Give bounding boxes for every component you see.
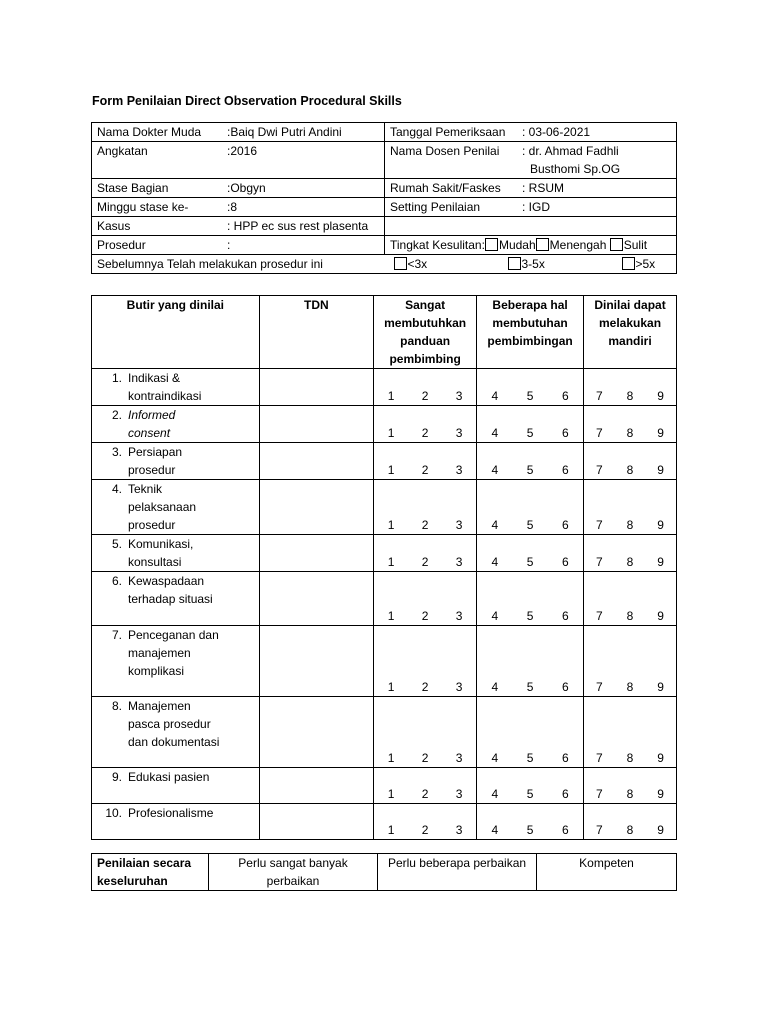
item-cell bbox=[92, 535, 260, 572]
info-row bbox=[92, 142, 677, 179]
score-option[interactable]: 6 bbox=[548, 626, 584, 697]
score-option[interactable]: 4 bbox=[477, 535, 513, 572]
score-option[interactable]: 8 bbox=[615, 804, 646, 840]
score-option[interactable]: 8 bbox=[615, 768, 646, 804]
angkatan-label: Angkatan bbox=[92, 142, 223, 179]
score-option[interactable]: 8 bbox=[615, 535, 646, 572]
checkbox-freq-more5[interactable] bbox=[622, 257, 635, 270]
checkbox-sulit[interactable] bbox=[610, 238, 623, 251]
item-label: Teknik pelaksanaan prosedur bbox=[128, 482, 197, 532]
score-option[interactable]: 1 bbox=[374, 406, 409, 443]
score-option[interactable]: 5 bbox=[513, 768, 548, 804]
item-cell bbox=[92, 369, 260, 406]
score-option[interactable]: 5 bbox=[513, 480, 548, 535]
tdn-cell[interactable] bbox=[259, 369, 373, 406]
item-label: Komunikasi, konsultasi bbox=[128, 537, 194, 569]
score-option[interactable]: 3 bbox=[442, 406, 477, 443]
item-number: 5. bbox=[111, 537, 122, 551]
overall-opt-kompeten[interactable]: Kompeten bbox=[537, 854, 677, 891]
score-option[interactable]: 3 bbox=[442, 535, 477, 572]
score-option[interactable]: 9 bbox=[645, 369, 676, 406]
kasus-label: Kasus bbox=[92, 217, 223, 236]
score-option[interactable]: 1 bbox=[374, 443, 409, 480]
tdn-cell[interactable] bbox=[259, 480, 373, 535]
tdn-cell[interactable] bbox=[259, 626, 373, 697]
tdn-cell[interactable] bbox=[259, 535, 373, 572]
info-row bbox=[92, 217, 677, 236]
score-option[interactable]: 5 bbox=[513, 443, 548, 480]
item-label: Informed consent bbox=[128, 408, 176, 440]
header-butir: Butir yang dinilai bbox=[92, 296, 260, 369]
nama-dokter-value[interactable]: :Baiq Dwi Putri Andini bbox=[222, 123, 385, 142]
form-title: Form Penilaian Direct Observation Procedural Skills bbox=[92, 94, 402, 108]
score-option[interactable]: 4 bbox=[477, 443, 513, 480]
minggu-label: Minggu stase ke- bbox=[92, 198, 223, 217]
table-row bbox=[92, 480, 677, 535]
item-number: 3. bbox=[111, 445, 122, 459]
table-row bbox=[92, 406, 677, 443]
info-row bbox=[92, 198, 677, 217]
sebelumnya-label: Sebelumnya Telah melakukan prosedur ini bbox=[92, 255, 385, 274]
score-option[interactable]: 1 bbox=[374, 768, 409, 804]
item-cell bbox=[92, 697, 260, 768]
kasus-value[interactable]: : HPP ec sus rest plasenta bbox=[222, 217, 385, 236]
kesulitan-label: Tingkat Kesulitan: bbox=[390, 238, 485, 252]
stase-value[interactable]: :Obgyn bbox=[222, 179, 385, 198]
item-number: 6. bbox=[111, 574, 122, 588]
score-option[interactable]: 7 bbox=[584, 626, 615, 697]
table-row bbox=[92, 804, 677, 840]
nama-dokter-label: Nama Dokter Muda bbox=[92, 123, 223, 142]
score-option[interactable]: 9 bbox=[645, 535, 676, 572]
score-option[interactable]: 2 bbox=[408, 572, 442, 626]
score-option[interactable]: 1 bbox=[374, 480, 409, 535]
item-number: 1. bbox=[111, 371, 122, 385]
score-option[interactable]: 7 bbox=[584, 535, 615, 572]
score-option[interactable]: 3 bbox=[442, 480, 477, 535]
item-number: 9. bbox=[111, 770, 122, 784]
score-option[interactable]: 2 bbox=[408, 535, 442, 572]
score-option[interactable]: 3 bbox=[442, 626, 477, 697]
item-number: 4. bbox=[111, 482, 122, 496]
item-cell bbox=[92, 480, 260, 535]
score-option[interactable]: 9 bbox=[645, 572, 676, 626]
scores-body bbox=[92, 369, 677, 840]
freq-less3-label: <3x bbox=[407, 257, 428, 271]
score-option[interactable]: 9 bbox=[645, 697, 676, 768]
info-row bbox=[92, 123, 677, 142]
score-option[interactable]: 8 bbox=[615, 406, 646, 443]
tdn-cell[interactable] bbox=[259, 406, 373, 443]
score-option[interactable]: 9 bbox=[645, 768, 676, 804]
table-row bbox=[92, 369, 677, 406]
freq-more5-label: >5x bbox=[635, 257, 656, 271]
item-label: Edukasi pasien bbox=[128, 770, 210, 784]
table-row bbox=[92, 443, 677, 480]
table-row bbox=[92, 768, 677, 804]
score-option[interactable]: 1 bbox=[374, 535, 409, 572]
score-option[interactable]: 2 bbox=[408, 804, 442, 840]
score-option[interactable]: 8 bbox=[615, 697, 646, 768]
info-row bbox=[92, 255, 677, 274]
score-option[interactable]: 7 bbox=[584, 697, 615, 768]
score-option[interactable]: 6 bbox=[548, 535, 584, 572]
info-row bbox=[92, 179, 677, 198]
checkbox-menengah[interactable] bbox=[536, 238, 549, 251]
item-number: 10. bbox=[105, 806, 122, 820]
score-option[interactable]: 6 bbox=[548, 697, 584, 768]
prosedur-label: Prosedur bbox=[92, 236, 223, 255]
kesulitan-mudah-label: Mudah bbox=[498, 238, 536, 252]
score-option[interactable]: 6 bbox=[548, 406, 584, 443]
score-option[interactable]: 8 bbox=[615, 626, 646, 697]
tdn-cell[interactable] bbox=[259, 572, 373, 626]
score-option[interactable]: 4 bbox=[477, 697, 513, 768]
score-option[interactable]: 6 bbox=[548, 480, 584, 535]
table-row bbox=[92, 535, 677, 572]
tdn-cell[interactable] bbox=[259, 804, 373, 840]
score-option[interactable]: 8 bbox=[615, 369, 646, 406]
overall-opt-sangat-banyak[interactable]: Perlu sangat banyak perbaikan bbox=[209, 854, 378, 891]
score-option[interactable]: 1 bbox=[374, 369, 409, 406]
item-cell bbox=[92, 572, 260, 626]
tanggal-label: Tanggal Pemeriksaan bbox=[385, 123, 518, 142]
kasus-empty-cell bbox=[385, 217, 677, 236]
item-label: Indikasi & kontraindikasi bbox=[128, 371, 202, 403]
score-option[interactable]: 4 bbox=[477, 406, 513, 443]
table-row bbox=[92, 697, 677, 768]
score-option[interactable]: 2 bbox=[408, 768, 442, 804]
score-option[interactable]: 5 bbox=[513, 626, 548, 697]
table-row bbox=[92, 626, 677, 697]
score-option[interactable]: 8 bbox=[615, 480, 646, 535]
item-cell bbox=[92, 768, 260, 804]
score-option[interactable]: 7 bbox=[584, 572, 615, 626]
info-table bbox=[91, 122, 677, 274]
score-option[interactable]: 1 bbox=[374, 804, 409, 840]
item-number: 2. bbox=[111, 408, 122, 422]
score-option[interactable]: 6 bbox=[548, 804, 584, 840]
overall-row bbox=[92, 854, 677, 891]
kesulitan-cell bbox=[385, 236, 677, 255]
overall-label: Penilaian secara keseluruhan bbox=[92, 854, 209, 891]
score-option[interactable]: 7 bbox=[584, 406, 615, 443]
item-label: Kewaspadaan terhadap situasi bbox=[128, 574, 213, 606]
checkbox-freq-3to5[interactable] bbox=[508, 257, 521, 270]
item-cell bbox=[92, 626, 260, 697]
score-option[interactable]: 8 bbox=[615, 572, 646, 626]
score-option[interactable]: 9 bbox=[645, 626, 676, 697]
stase-label: Stase Bagian bbox=[92, 179, 223, 198]
checkbox-mudah[interactable] bbox=[485, 238, 498, 251]
dosen-label: Nama Dosen Penilai bbox=[385, 142, 518, 179]
scores-table bbox=[91, 295, 677, 840]
score-option[interactable]: 3 bbox=[442, 804, 477, 840]
score-option[interactable]: 3 bbox=[442, 369, 477, 406]
item-cell bbox=[92, 443, 260, 480]
score-option[interactable]: 2 bbox=[408, 480, 442, 535]
prosedur-value[interactable]: : bbox=[222, 236, 385, 255]
item-cell bbox=[92, 804, 260, 840]
kesulitan-menengah-label: Menengah bbox=[549, 238, 607, 252]
score-option[interactable]: 7 bbox=[584, 369, 615, 406]
score-option[interactable]: 3 bbox=[442, 572, 477, 626]
dosen-value[interactable] bbox=[517, 142, 677, 179]
header-mandiri: Dinilai dapat melakukan mandiri bbox=[584, 296, 677, 369]
score-option[interactable]: 4 bbox=[477, 572, 513, 626]
score-option[interactable]: 4 bbox=[477, 369, 513, 406]
rs-value[interactable]: : RSUM bbox=[517, 179, 677, 198]
scores-header-row bbox=[92, 296, 677, 369]
score-option[interactable]: 5 bbox=[513, 572, 548, 626]
score-option[interactable]: 3 bbox=[442, 768, 477, 804]
table-row bbox=[92, 572, 677, 626]
header-beberapa: Beberapa hal membutuhan pembimbingan bbox=[477, 296, 584, 369]
item-label: Profesionalisme bbox=[128, 806, 214, 820]
setting-label: Setting Penilaian bbox=[385, 198, 518, 217]
score-option[interactable]: 8 bbox=[615, 443, 646, 480]
score-option[interactable]: 2 bbox=[408, 443, 442, 480]
score-option[interactable]: 5 bbox=[513, 804, 548, 840]
score-option[interactable]: 3 bbox=[442, 697, 477, 768]
score-option[interactable]: 2 bbox=[408, 626, 442, 697]
score-option[interactable]: 6 bbox=[548, 572, 584, 626]
score-option[interactable]: 5 bbox=[513, 697, 548, 768]
score-option[interactable]: 7 bbox=[584, 804, 615, 840]
score-option[interactable]: 1 bbox=[374, 626, 409, 697]
header-sangat: Sangat membutuhkan panduan pembimbing bbox=[374, 296, 477, 369]
score-option[interactable]: 1 bbox=[374, 697, 409, 768]
score-option[interactable]: 2 bbox=[408, 697, 442, 768]
score-option[interactable]: 4 bbox=[477, 804, 513, 840]
item-label: Manajemen pasca prosedur dan dokumentasi bbox=[128, 699, 220, 749]
tdn-cell[interactable] bbox=[259, 697, 373, 768]
score-option[interactable]: 2 bbox=[408, 406, 442, 443]
score-option[interactable]: 5 bbox=[513, 406, 548, 443]
score-option[interactable]: 7 bbox=[584, 768, 615, 804]
item-label: Persiapan prosedur bbox=[128, 445, 183, 477]
item-number: 7. bbox=[111, 628, 122, 642]
score-option[interactable]: 9 bbox=[645, 480, 676, 535]
score-option[interactable]: 4 bbox=[477, 626, 513, 697]
tdn-cell[interactable] bbox=[259, 443, 373, 480]
item-number: 8. bbox=[111, 699, 122, 713]
tdn-cell[interactable] bbox=[259, 768, 373, 804]
score-option[interactable]: 4 bbox=[477, 480, 513, 535]
score-option[interactable]: 6 bbox=[548, 369, 584, 406]
tanggal-value[interactable]: : 03-06-2021 bbox=[517, 123, 677, 142]
score-option[interactable]: 5 bbox=[513, 369, 548, 406]
score-option[interactable]: 9 bbox=[645, 406, 676, 443]
score-option[interactable]: 1 bbox=[374, 572, 409, 626]
score-option[interactable]: 2 bbox=[408, 369, 442, 406]
minggu-value[interactable]: :8 bbox=[222, 198, 385, 217]
info-row bbox=[92, 236, 677, 255]
score-option[interactable]: 6 bbox=[548, 768, 584, 804]
score-option[interactable]: 7 bbox=[584, 443, 615, 480]
overall-opt-beberapa[interactable]: Perlu beberapa perbaikan bbox=[378, 854, 537, 891]
header-tdn: TDN bbox=[259, 296, 373, 369]
freq-3to5-label: 3-5x bbox=[521, 257, 545, 271]
score-option[interactable]: 3 bbox=[442, 443, 477, 480]
kesulitan-sulit-label: Sulit bbox=[623, 238, 648, 252]
item-label: Penceganan dan manajemen komplikasi bbox=[128, 628, 219, 678]
dosen-value-line2: Busthomi Sp.OG bbox=[530, 162, 621, 176]
score-option[interactable]: 7 bbox=[584, 480, 615, 535]
checkbox-freq-less3[interactable] bbox=[394, 257, 407, 270]
overall-table bbox=[91, 853, 677, 891]
rs-label: Rumah Sakit/Faskes bbox=[385, 179, 518, 198]
item-cell bbox=[92, 406, 260, 443]
score-option[interactable]: 5 bbox=[513, 535, 548, 572]
score-option[interactable]: 9 bbox=[645, 804, 676, 840]
score-option[interactable]: 9 bbox=[645, 443, 676, 480]
dosen-value-line1: : dr. Ahmad Fadhli bbox=[522, 144, 619, 158]
freq-cell bbox=[385, 255, 677, 274]
setting-value[interactable]: : IGD bbox=[517, 198, 677, 217]
score-option[interactable]: 4 bbox=[477, 768, 513, 804]
angkatan-value[interactable]: :2016 bbox=[222, 142, 385, 179]
score-option[interactable]: 6 bbox=[548, 443, 584, 480]
